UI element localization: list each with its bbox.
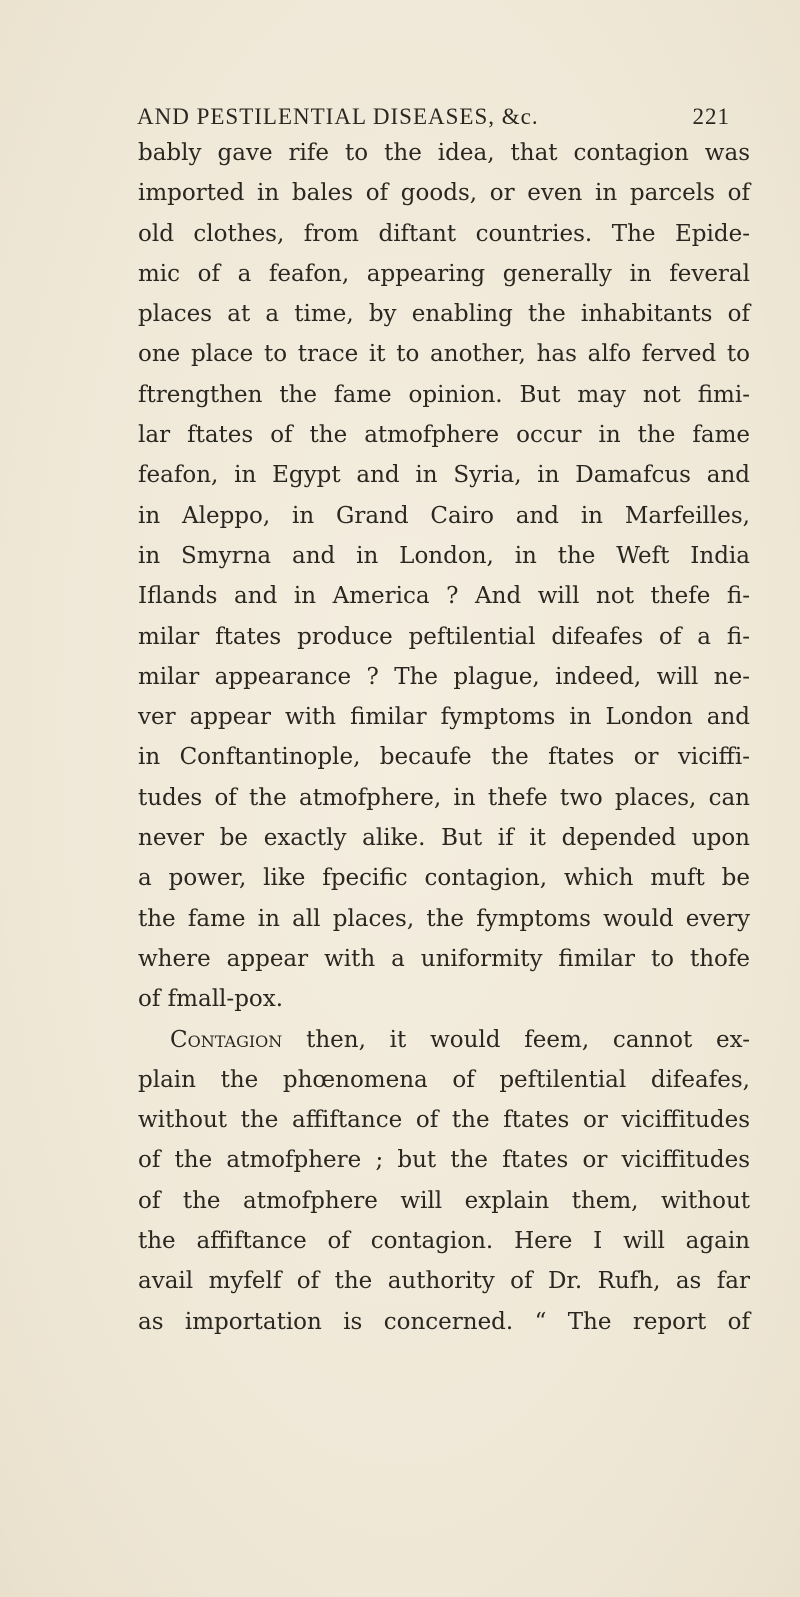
page-number: 221	[692, 104, 730, 129]
first-line-rest: then, it would feem, cannot ex-	[282, 1026, 750, 1053]
text-line: avail myfelf of the authority of Dr. Rufh, as far	[138, 1268, 750, 1295]
text-line: lar ftates of the atmofphere occur in the fame	[138, 422, 750, 449]
text-line: as importation is concerned. “ The report of	[138, 1308, 750, 1335]
running-title: AND PESTILENTIAL DISEASES, &c.	[137, 104, 539, 129]
lead-word: Contagion	[170, 1026, 283, 1053]
body-text	[138, 133, 750, 1342]
text-line: in Conftantinople, becaufe the ftates or viciffi-	[138, 744, 750, 771]
text-line: the fame in all places, the fymptoms would every	[138, 905, 750, 932]
text-line: Iflands and in America ? And will not thefe fi-	[138, 583, 750, 610]
text-line: imported in bales of goods, or even in parcels of	[138, 180, 750, 207]
text-line: of the atmofphere will explain them, without	[138, 1187, 750, 1214]
text-line: where appear with a uniformity fimilar to thofe	[138, 945, 750, 972]
text-line: milar ftates produce peftilential difeafes of a fi-	[138, 623, 750, 650]
text-line: milar appearance ? The plague, indeed, will ne-	[138, 663, 750, 690]
text-line: never be exactly alike. But if it depended upon	[138, 825, 750, 852]
text-line: places at a time, by enabling the inhabitants of	[138, 301, 750, 328]
text-line: one place to trace it to another, has alfo ferved to	[138, 341, 750, 368]
text-line: ver appear with fimilar fymptoms in London and	[138, 704, 750, 731]
text-line: mic of a feafon, appearing generally in feveral	[138, 260, 750, 287]
text-line: of fmall-pox.	[138, 986, 284, 1013]
text-line: of the atmofphere ; but the ftates or viciffitudes	[138, 1147, 750, 1174]
text-line	[138, 1020, 750, 1060]
text-line: without the affiftance of the ftates or viciffitudes	[138, 1107, 750, 1134]
text-line: feafon, in Egypt and in Syria, in Damafcus and	[138, 462, 750, 489]
text-line: tudes of the atmofphere, in thefe two places, can	[138, 784, 750, 811]
text-line: ftrengthen the fame opinion. But may not fimi-	[138, 381, 750, 408]
paragraph-1	[138, 133, 750, 1020]
text-line: bably gave rife to the idea, that contagion was	[138, 140, 750, 166]
text-line: in Aleppo, in Grand Cairo and in Marfeilles,	[138, 502, 750, 529]
text-line: in Smyrna and in London, in the Weft India	[138, 542, 750, 569]
text-line: the affiftance of contagion. Here I will again	[138, 1228, 750, 1255]
paragraph-2	[138, 1020, 750, 1342]
text-line: old clothes, from diftant countries. The Epide-	[138, 220, 750, 247]
text-line: a power, like fpecific contagion, which muft be	[138, 865, 750, 892]
text-line: plain the phœnomena of peftilential difeafes,	[138, 1066, 750, 1093]
